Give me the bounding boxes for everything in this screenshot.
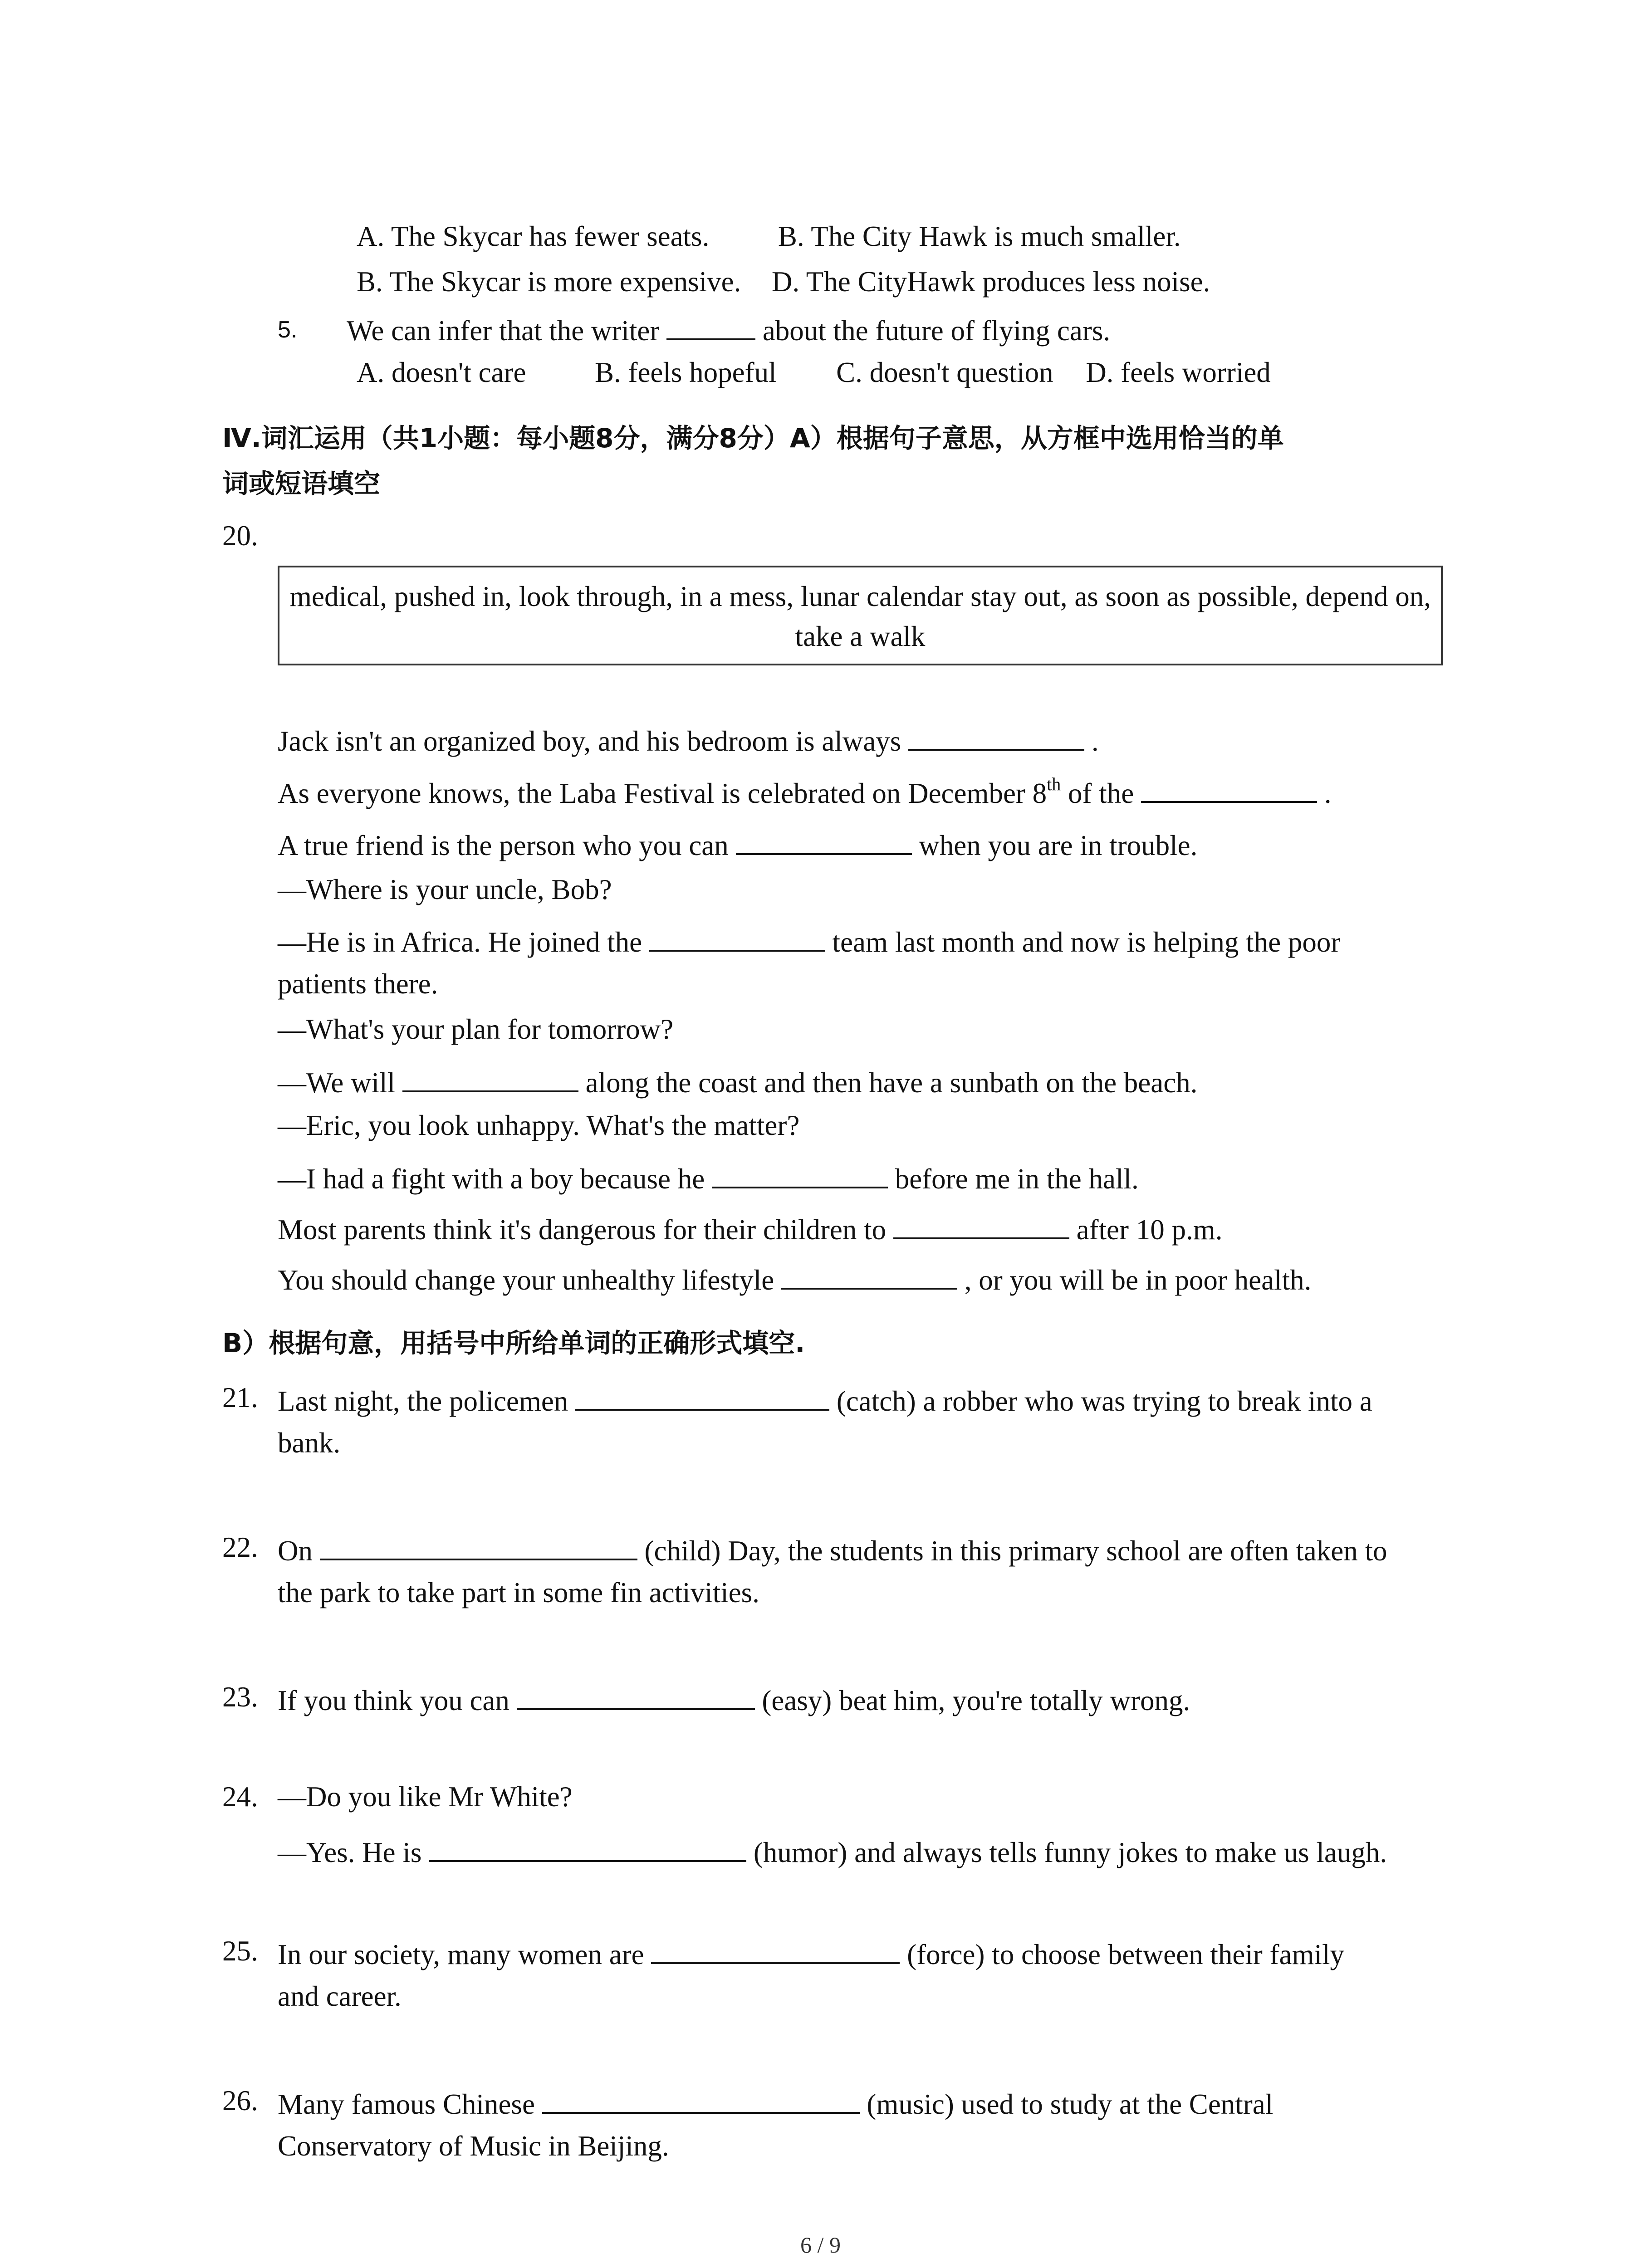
dialogue-answer: —I had a fight with a boy because he before me in the hall. xyxy=(278,1161,1139,1193)
question-stem-cont: bank. xyxy=(278,1427,341,1459)
answer-blank[interactable] xyxy=(429,1835,746,1862)
question-stem: Last night, the policemen (catch) a robber who was trying to break into a xyxy=(278,1383,1372,1416)
question-stem: In our society, many women are (force) to choose between their family xyxy=(278,1937,1344,1969)
section-heading-cont: 词或短语填空 xyxy=(222,468,381,499)
question-stem-cont: Conservatory of Music in Beijing. xyxy=(278,2130,669,2162)
option-a: A. The Skycar has fewer seats. xyxy=(357,220,710,252)
question-number: 24. xyxy=(222,1781,258,1813)
answer-blank[interactable] xyxy=(893,1212,1069,1239)
answer-blank[interactable] xyxy=(649,924,825,952)
dialogue-question: —Eric, you look unhappy. What's the matter? xyxy=(278,1110,800,1141)
dialogue-question: —Do you like Mr White? xyxy=(278,1781,573,1813)
dialogue-answer: —He is in Africa. He joined the team last month and now is helping the poor xyxy=(278,924,1340,957)
answer-blank[interactable] xyxy=(736,828,912,855)
sentence-2: As everyone knows, the Laba Festival is celebrated on December 8th of the . xyxy=(278,774,1332,809)
question-number: 21. xyxy=(222,1382,258,1413)
answer-blank[interactable] xyxy=(542,2087,860,2114)
answer-blank[interactable] xyxy=(320,1533,637,1560)
dialogue-question: —What's your plan for tomorrow? xyxy=(278,1013,674,1045)
option-row: A. doesn't care B. feels hopeful C. doesn't question D. feels worried xyxy=(357,357,1271,388)
question-stem: On (child) Day, the students in this primary school are often taken to xyxy=(278,1533,1387,1565)
question-number: 20. xyxy=(222,520,258,552)
sentence-8: You should change your unhealthy lifestyle , or you will be in poor health. xyxy=(278,1262,1311,1295)
question-number: 26. xyxy=(222,2085,258,2116)
answer-blank[interactable] xyxy=(908,723,1084,751)
question-stem-cont: the park to take part in some fin activities. xyxy=(278,1577,759,1608)
answer-blank[interactable] xyxy=(712,1161,888,1188)
word-box: medical, pushed in, look through, in a mess, lunar calendar stay out, as soon as possible, depend on, take a walk xyxy=(278,566,1443,665)
answer-blank[interactable] xyxy=(651,1937,900,1964)
section-heading: Ⅳ.词汇运用（共1小题：每小题8分，满分8分）A）根据句子意思，从方框中选用恰当的单 xyxy=(222,423,1284,454)
dialogue-answer: —Yes. He is (humor) and always tells funny jokes to make us laugh. xyxy=(278,1835,1387,1867)
option-row-1 xyxy=(357,222,1181,251)
question-number: 23. xyxy=(222,1681,258,1713)
sentence-3: A true friend is the person who you can when you are in trouble. xyxy=(278,828,1197,860)
question-number: 5. xyxy=(278,317,298,343)
page-number: 6 / 9 xyxy=(800,2232,841,2258)
answer-blank[interactable] xyxy=(575,1383,829,1411)
option-c: B. The Skycar is more expensive. xyxy=(357,266,741,298)
question-stem-cont: and career. xyxy=(278,1980,402,2012)
option-d: D. The CityHawk produces less noise. xyxy=(771,266,1210,298)
answer-blank[interactable] xyxy=(517,1683,755,1710)
question-stem: Many famous Chinese (music) used to study at the Central xyxy=(278,2087,1273,2119)
sentence-1: Jack isn't an organized boy, and his bedroom is always . xyxy=(278,723,1099,756)
question-number: 22. xyxy=(222,1531,258,1563)
dialogue-answer-cont: patients there. xyxy=(278,968,438,1000)
answer-blank[interactable] xyxy=(402,1065,578,1092)
answer-blank[interactable] xyxy=(781,1262,957,1290)
option-row-2 xyxy=(357,268,1210,296)
option-b: B. The City Hawk is much smaller. xyxy=(778,220,1181,252)
question-stem: We can infer that the writer about the future of flying cars. xyxy=(347,313,1110,345)
question-stem: If you think you can (easy) beat him, you're totally wrong. xyxy=(278,1683,1190,1715)
dialogue-question: —Where is your uncle, Bob? xyxy=(278,874,612,905)
section-heading: B）根据句意，用括号中所给单词的正确形式填空. xyxy=(222,1328,805,1359)
answer-blank[interactable] xyxy=(1141,776,1317,803)
question-number: 25. xyxy=(222,1935,258,1967)
sentence-7: Most parents think it's dangerous for their children to after 10 p.m. xyxy=(278,1212,1222,1244)
answer-blank[interactable] xyxy=(666,313,755,340)
dialogue-answer: —We will along the coast and then have a sunbath on the beach. xyxy=(278,1065,1197,1097)
